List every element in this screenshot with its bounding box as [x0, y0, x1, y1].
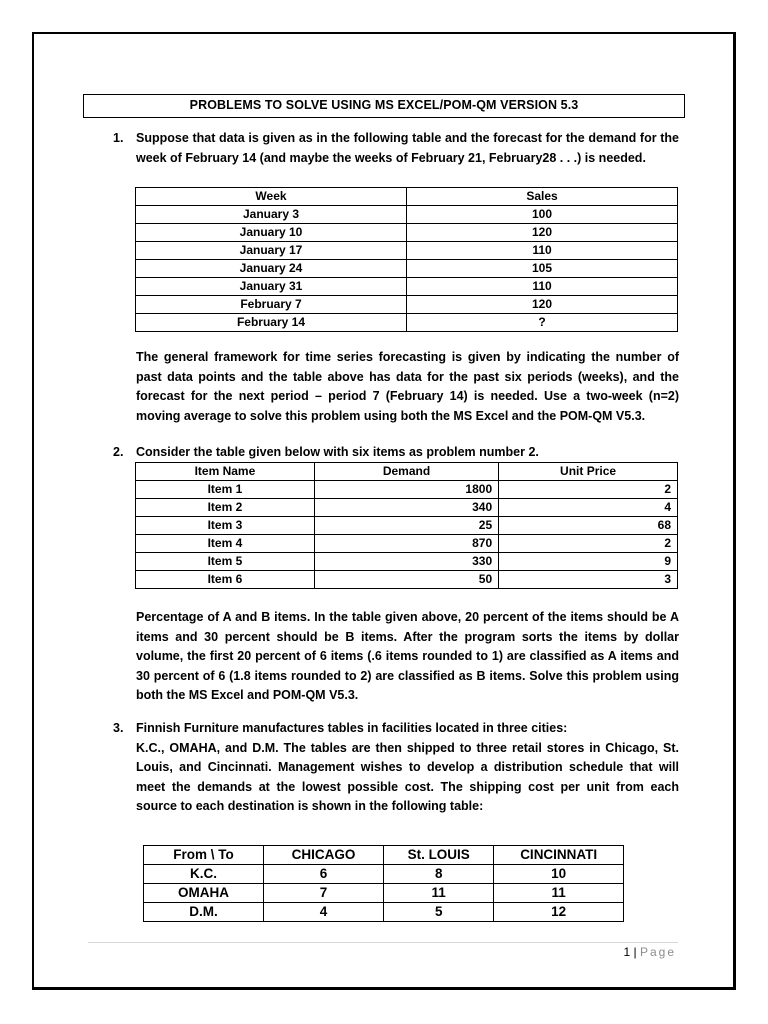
document-title: PROBLEMS TO SOLVE USING MS EXCEL/POM-QM VERSION 5.3 — [83, 94, 685, 118]
shipping-cost-table — [143, 845, 624, 922]
column-header: St. LOUIS — [384, 846, 494, 865]
problem-3-intro: K.C., OMAHA, and D.M. The tables are then shipped to three retail stores in Chicago, St. Louis, and Cincinnati. Management wishes to develop a distribution schedule that will meet the demands at the lowest possible cost. The shipping cost per unit from each source to each destination is shown in the following table: — [136, 740, 679, 813]
item-name-cell: Item 1 — [136, 481, 315, 499]
sales-cell: 120 — [407, 296, 678, 314]
table-row — [136, 517, 678, 535]
column-header: Item Name — [136, 463, 315, 481]
footer-separator: | — [633, 945, 637, 959]
week-cell: January 17 — [136, 242, 407, 260]
source-cell: OMAHA — [144, 884, 264, 903]
table-row — [144, 865, 624, 884]
table-header-row — [136, 463, 678, 481]
problem-2-number: 2. — [113, 445, 124, 459]
column-header: CHICAGO — [264, 846, 384, 865]
cost-cell: 5 — [384, 903, 494, 922]
unit-price-cell: 2 — [499, 481, 678, 499]
problem-3-number: 3. — [113, 721, 124, 735]
column-header: CINCINNATI — [494, 846, 624, 865]
cost-cell: 10 — [494, 865, 624, 884]
table-row — [136, 535, 678, 553]
sales-cell: 120 — [407, 224, 678, 242]
sales-cell: 105 — [407, 260, 678, 278]
cost-cell: 8 — [384, 865, 494, 884]
sales-table — [135, 187, 678, 332]
table-row — [136, 260, 678, 278]
sales-cell: 110 — [407, 242, 678, 260]
demand-cell: 870 — [314, 535, 498, 553]
cost-cell: 7 — [264, 884, 384, 903]
column-header: Week — [136, 188, 407, 206]
item-name-cell: Item 3 — [136, 517, 315, 535]
week-cell: January 3 — [136, 206, 407, 224]
unit-price-cell: 3 — [499, 571, 678, 589]
table-row — [136, 553, 678, 571]
table-row — [136, 296, 678, 314]
item-name-cell: Item 4 — [136, 535, 315, 553]
demand-cell: 330 — [314, 553, 498, 571]
week-cell: January 31 — [136, 278, 407, 296]
cost-cell: 6 — [264, 865, 384, 884]
unit-price-cell: 4 — [499, 499, 678, 517]
demand-cell: 25 — [314, 517, 498, 535]
cost-cell: 11 — [384, 884, 494, 903]
week-cell: January 24 — [136, 260, 407, 278]
table-row — [136, 206, 678, 224]
table-row — [136, 314, 678, 332]
column-header: Unit Price — [499, 463, 678, 481]
table-row — [136, 571, 678, 589]
sales-cell: 110 — [407, 278, 678, 296]
page-label: Page — [639, 945, 676, 959]
item-name-cell: Item 6 — [136, 571, 315, 589]
problem-2-intro: Consider the table given below with six items as problem number 2. — [136, 445, 539, 459]
table-header-row — [136, 188, 678, 206]
footer-divider — [88, 942, 678, 943]
column-header: Demand — [314, 463, 498, 481]
page-number: 1 — [623, 945, 631, 959]
problem-1-text: The general framework for time series forecasting is given by indicating the number of past data points and the table above has data for the past six periods (weeks), and the forecast for the next period – period 7 (February 14) is needed. Use a two-week (n=2) moving average to solve this problem using both the MS Excel and the POM-QM V5.3. — [136, 350, 679, 423]
problem-1-number: 1. — [113, 131, 124, 145]
table-row — [136, 278, 678, 296]
demand-cell: 1800 — [314, 481, 498, 499]
sales-cell: 100 — [407, 206, 678, 224]
unit-price-cell: 9 — [499, 553, 678, 571]
source-cell: K.C. — [144, 865, 264, 884]
table-row — [136, 499, 678, 517]
table-row — [136, 224, 678, 242]
cost-cell: 12 — [494, 903, 624, 922]
unit-price-cell: 2 — [499, 535, 678, 553]
unit-price-cell: 68 — [499, 517, 678, 535]
demand-cell: 50 — [314, 571, 498, 589]
problem-1-intro: Suppose that data is given as in the following table and the forecast for the demand for the week of February 14 (and maybe the weeks of February 21, February28 . . .) is needed. — [136, 131, 679, 165]
page-footer — [623, 945, 676, 959]
week-cell: January 10 — [136, 224, 407, 242]
column-header: Sales — [407, 188, 678, 206]
table-row — [136, 242, 678, 260]
item-name-cell: Item 5 — [136, 553, 315, 571]
column-header: From \ To — [144, 846, 264, 865]
problem-3-intro-line1: Finnish Furniture manufactures tables in facilities located in three cities: — [136, 721, 568, 735]
cost-cell: 11 — [494, 884, 624, 903]
demand-cell: 340 — [314, 499, 498, 517]
problem-2-text: Percentage of A and B items. In the table given above, 20 percent of the items should be A items and 30 percent should be B items. After the program sorts the items by dollar volume, the first 20 percent of 6 items (.6 items rounded to 1) are classified as A items and 30 percent of 6 (1.8 items rounded to 2) are classified as B items. Solve this problem using both the MS Excel and POM-QM V5.3. — [136, 610, 679, 702]
week-cell: February 14 — [136, 314, 407, 332]
table-row — [144, 884, 624, 903]
table-row — [144, 903, 624, 922]
sales-cell: ? — [407, 314, 678, 332]
items-table — [135, 462, 678, 589]
item-name-cell: Item 2 — [136, 499, 315, 517]
source-cell: D.M. — [144, 903, 264, 922]
table-row — [136, 481, 678, 499]
table-header-row — [144, 846, 624, 865]
cost-cell: 4 — [264, 903, 384, 922]
week-cell: February 7 — [136, 296, 407, 314]
